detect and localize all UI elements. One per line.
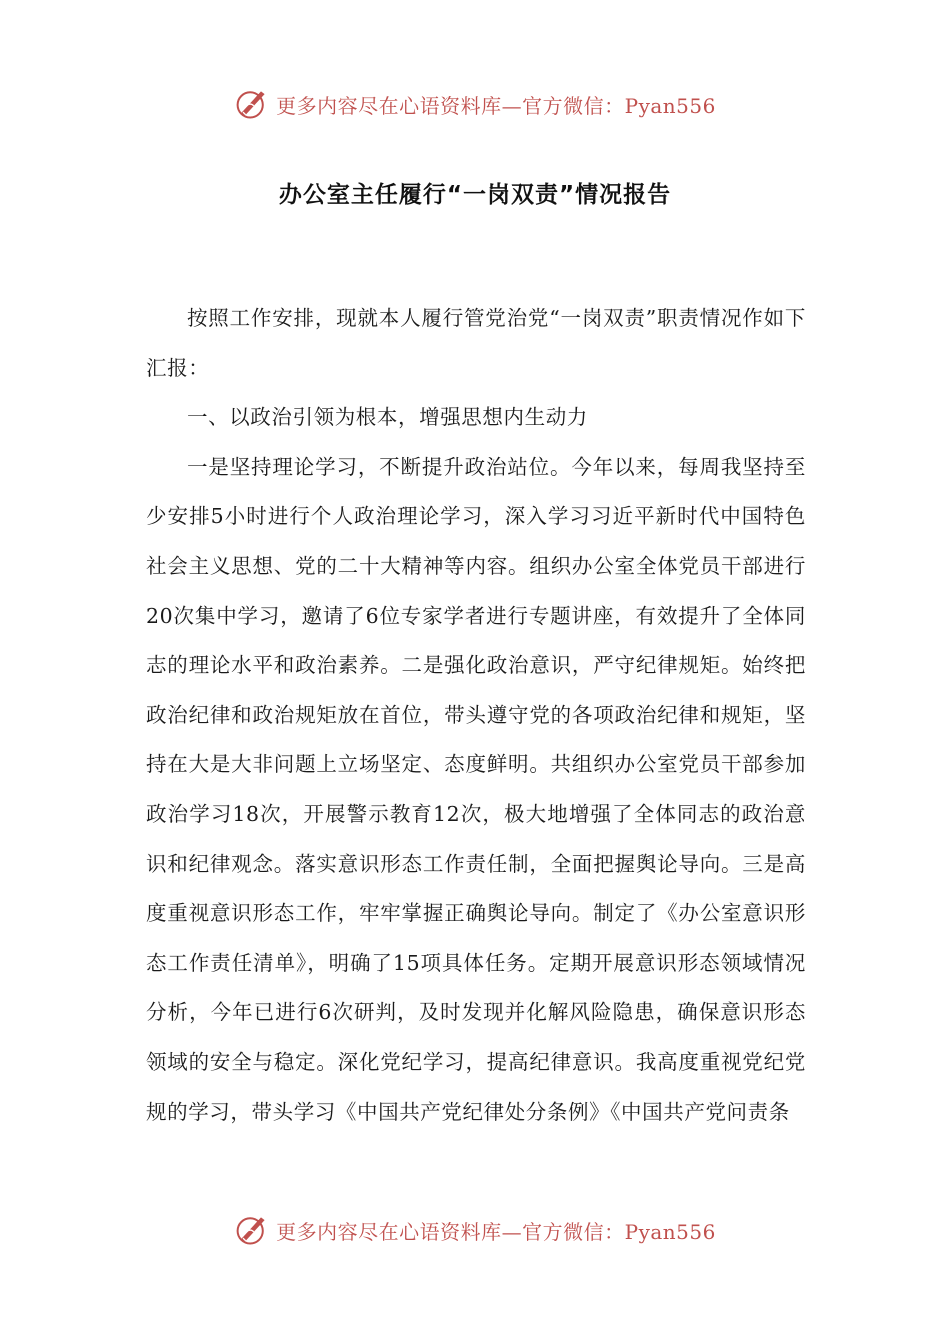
document-body bbox=[146, 294, 806, 1137]
pen-logo-icon bbox=[234, 86, 270, 122]
pen-logo-icon bbox=[234, 1212, 270, 1248]
section-heading: 一、以政治引领为根本，增强思想内生动力 bbox=[187, 405, 588, 430]
footer-watermark bbox=[0, 1210, 950, 1250]
header-watermark bbox=[0, 84, 950, 124]
body-paragraph: 一是坚持理论学习，不断提升政治站位。今年以来，每周我坚持至少安排5小时进行个人政治理论学习，深入学习习近平新时代中国特色社会主义思想、党的二十大精神等内容。组织办公室全体党员干部进行20次集中学习，邀请了6位专家学者进行专题讲座，有效提升了全体同志的理论水平和政治素养。二是强化政治意识，严守纪律规矩。始终把政治纪律和政治规矩放在首位，带头遵守党的各项政治纪律和规矩，坚持在大是大非问题上立场坚定、态度鲜明。共组织办公室党员干部参加政治学习18次，开展警示教育12次，极大地增强了全体同志的政治意识和纪律观念。落实意识形态工作责任制，全面把握舆论导向。三是高度重视意识形态工作，牢牢掌握正确舆论导向。制定了《办公室意识形态工作责任清单》，明确了15项具体任务。定期开展意识形态领域情况分析，今年已进行6次研判，及时发现并化解风险隐患，确保意识形态领域的安全与稳定。深化党纪学习，提高纪律意识。我高度重视党纪党规的学习，带头学习《中国共产党纪律处分条例》《中国共产党问责条 bbox=[146, 454, 806, 1124]
watermark-text: 更多内容尽在心语资料库—官方微信：Pyan556 bbox=[276, 1219, 716, 1244]
document-title: 办公室主任履行“一岗双责”情况报告 bbox=[278, 182, 672, 208]
watermark-text: 更多内容尽在心语资料库—官方微信：Pyan556 bbox=[276, 93, 716, 118]
intro-paragraph: 按照工作安排，现就本人履行管党治党“一岗双责”职责情况作如下汇报： bbox=[146, 306, 806, 380]
